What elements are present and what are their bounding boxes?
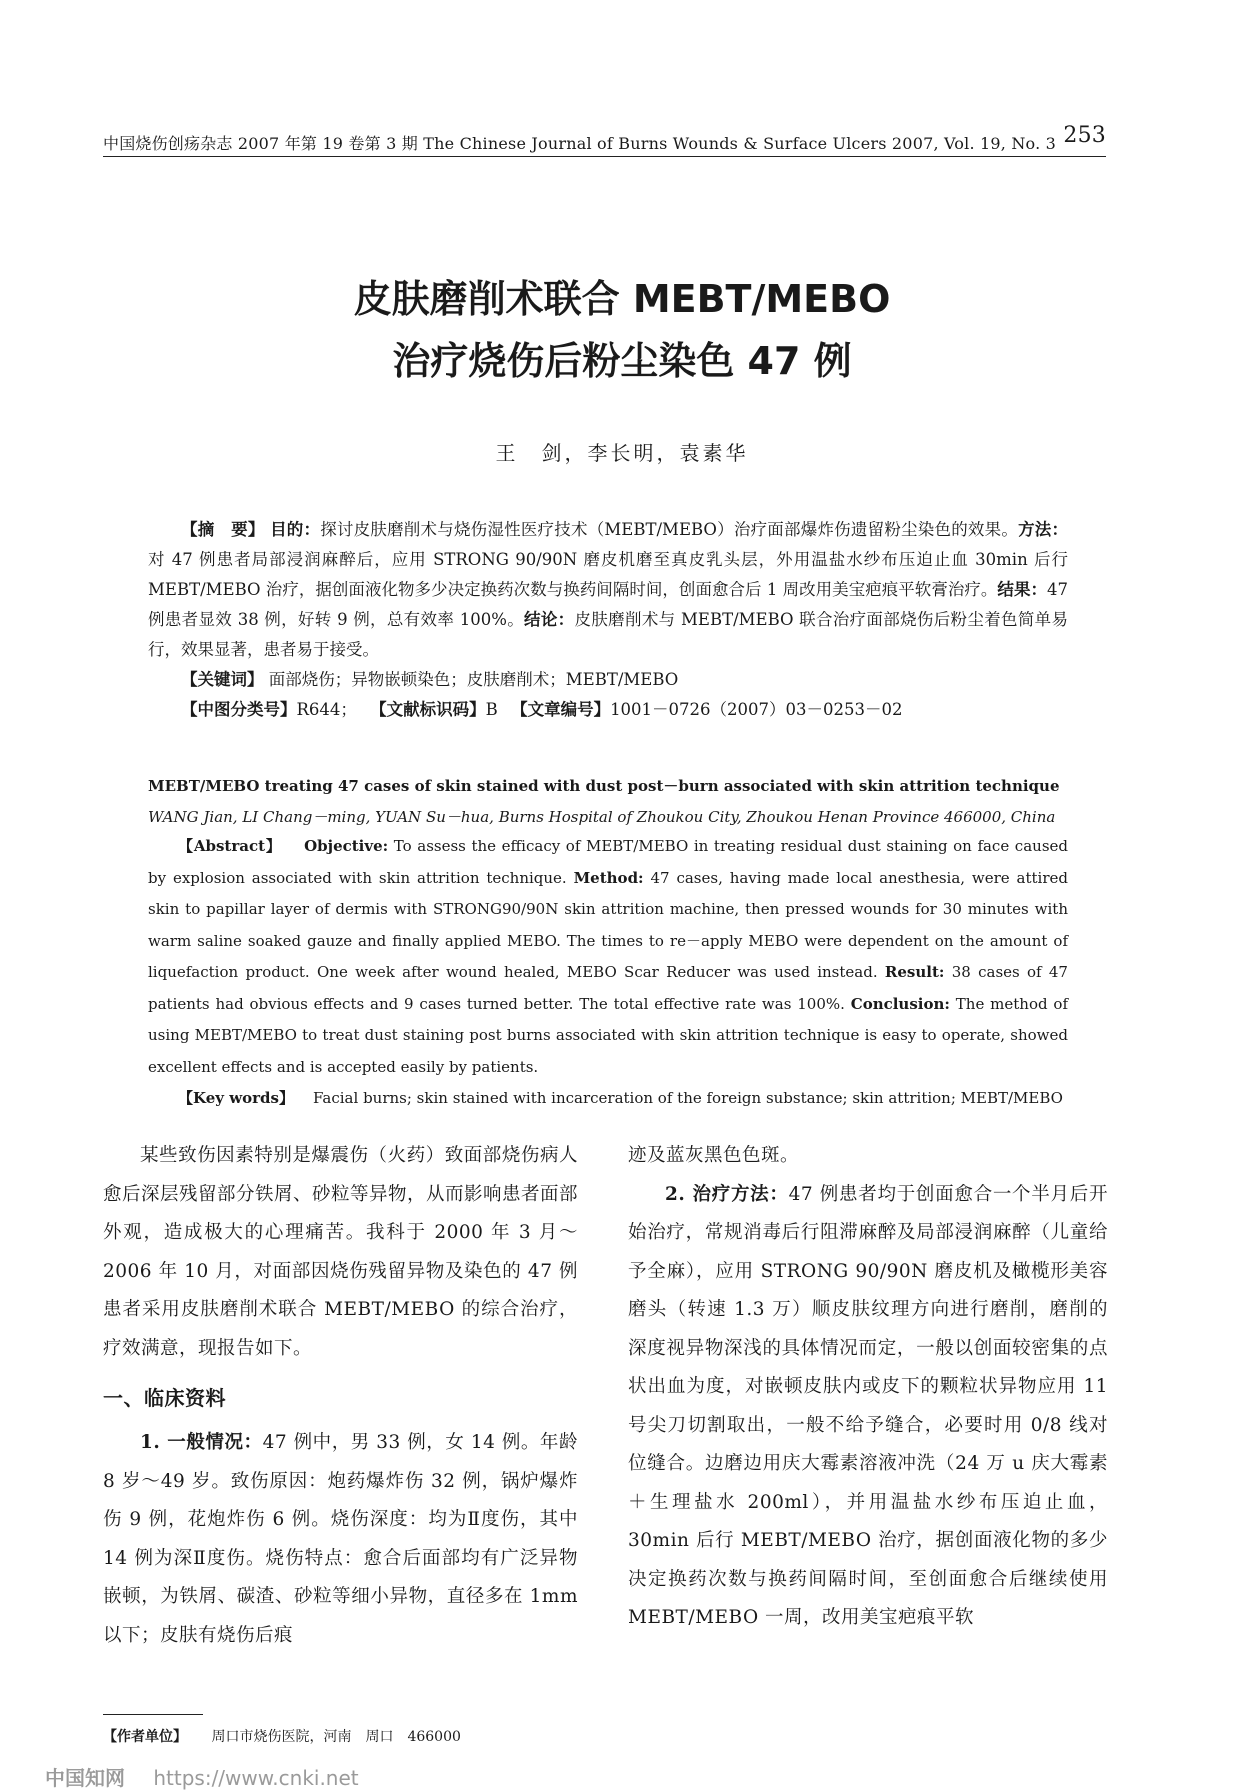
class-value: R644； <box>296 700 357 719</box>
doc-code-label: 【文献标识码】 <box>370 700 486 719</box>
en-keywords-label: 【Key words】 <box>178 1089 294 1107</box>
en-abstract-body <box>148 831 1068 1083</box>
en-keywords: Facial burns; skin stained with incarceration of the foreign substance; skin attrition; MEBT/MEBO <box>313 1089 1063 1107</box>
watermark-brand: 中国知网 <box>45 1766 125 1790</box>
english-title-block <box>148 771 1068 833</box>
footnote-divider <box>103 1714 203 1715</box>
treatment-paragraph <box>628 1176 1108 1638</box>
title-line-2: 治疗烧伤后粉尘染色 47 例 <box>392 339 852 383</box>
cn-abstract-label: 【摘 要】 <box>181 520 265 539</box>
en-method: 47 cases, having made local anesthesia, were attired skin to papillar layer of dermis with STRONG90/90N skin attrition machine, then pressed wounds for 30 minutes with warm saline soaked gauze and finally applied MEBO. The times to re－apply MEBO were dependent on the amount of liquefaction product. One week after wound healed, MEBO Scar Reducer was used instead. <box>148 868 1068 981</box>
article-title <box>0 268 1244 392</box>
doc-code-value: B <box>485 700 498 719</box>
cn-objective-label: 目的： <box>270 520 321 539</box>
cn-keywords-row <box>148 665 1068 695</box>
english-authors-affiliation: WANG Jian, LI Chang－ming, YUAN Su－hua, Burns Hospital of Zhoukou City, Zhoukou Henan Province 466000, China <box>148 808 1056 826</box>
journal-citation: 中国烧伤创疡杂志 2007 年第 19 卷第 3 期 The Chinese Journal of Burns Wounds & Surface Ulcers 2007, Vol. 19, No. 3 <box>103 134 1057 153</box>
cn-method: 对 47 例患者局部浸润麻醉后，应用 STRONG 90/90N 磨皮机磨至真皮乳头层，外用温盐水纱布压迫止血 30min 后行 MEBT/MEBO 治疗，据创面液化物多少决定换药次数与换药间隔时间，创面愈合后 1 周改用美宝疤痕平软膏治疗。 <box>148 550 1068 599</box>
class-label: 【中图分类号】 <box>181 700 297 719</box>
cn-keywords: 面部烧伤；异物嵌顿染色；皮肤磨削术；MEBT/MEBO <box>268 670 679 689</box>
en-objective: To assess the efficacy of MEBT/MEBO in treating residual dust staining on face caused by explosion associated with skin attrition technique. <box>148 837 1068 887</box>
en-objective-label: Objective: <box>304 837 389 855</box>
general-text: 47 例中，男 33 例，女 14 例。年龄 8 岁～49 岁。致伤原因：炮药爆炸伤 32 例，锅炉爆炸伤 9 例，花炮炸伤 6 例。烧伤深度：均为Ⅱ度伤，其中 14 例为深Ⅱ度伤。烧伤特点：愈合后面部均有广泛异物嵌顿，为铁屑、碳渣、砂粒等细小异物，直径多在 1mm 以下；皮肤有烧伤后痕 <box>103 1432 578 1646</box>
body-column-right <box>628 1137 1108 1638</box>
cn-conclusion: 皮肤磨削术与 MEBT/MEBO 联合治疗面部烧伤后粉尘着色简单易行，效果显著，患者易于接受。 <box>148 610 1068 659</box>
footnote-text: 周口市烧伤医院，河南 周口 466000 <box>211 1729 461 1745</box>
chinese-abstract <box>148 515 1068 725</box>
running-header <box>103 123 1106 157</box>
section-heading-clinical: 一、临床资料 <box>103 1386 226 1410</box>
en-conclusion: The method of using MEBT/MEBO to treat dust staining post burns associated with skin attrition technique is easy to operate, showed excellent effects and is accepted easily by patients. <box>148 994 1068 1076</box>
treatment-text: 47 例患者均于创面愈合一个半月后开始治疗，常规消毒后行阻滞麻醉及局部浸润麻醉（儿童给予全麻），应用 STRONG 90/90N 磨皮机及橄榄形美容磨头（转速 1.3 万）顺皮肤纹理方向进行磨削，磨削的深度视异物深浅的具体情况而定，一般以创面较密集的点状出血为度，对嵌顿皮肤内或皮下的颗粒状异物应用 11 号尖刀切割取出，一般不给予缝合，必要时用 0/8 线对位缝合。边磨边用庆大霉素溶液冲洗（24 万 u 庆大霉素＋生理盐水 200ml），并用温盐水纱布压迫止血，30min 后行 MEBT/MEBO 治疗，据创面液化物的多少决定换药次数与换药间隔时间，至创面愈合后继续使用 MEBT/MEBO 一周，改用美宝疤痕平软 <box>628 1183 1108 1628</box>
cn-method-label: 方法： <box>1018 520 1069 539</box>
en-abstract-label: 【Abstract】 <box>178 837 282 855</box>
general-paragraph <box>103 1424 578 1655</box>
cn-abstract-body <box>148 515 1068 665</box>
treatment-label: 2. 治疗方法： <box>665 1183 789 1205</box>
cn-objective: 探讨皮肤磨削术与烧伤湿性医疗技术（MEBT/MEBO）治疗面部爆炸伤遗留粉尘染色的效果。 <box>320 520 1019 539</box>
footnote-label: 【作者单位】 <box>103 1729 187 1745</box>
cnki-watermark <box>45 1762 359 1791</box>
cn-result-label: 结果： <box>997 580 1047 599</box>
en-result-label: Result: <box>884 963 945 981</box>
en-result: 38 cases of 47 patients had obvious effects and 9 cases turned better. The total effective rate was 100%. <box>148 963 1068 1013</box>
en-conclusion-label: Conclusion: <box>850 994 950 1013</box>
author-list: 王 剑，李长明，袁素华 <box>495 441 749 465</box>
intro-paragraph: 某些致伤因素特别是爆震伤（火药）致面部烧伤病人愈后深层残留部分铁屑、砂粒等异物，从而影响患者面部外观，造成极大的心理痛苦。我科于 2000 年 3 月～2006 年 10 月，对面部因烧伤残留异物及染色的 47 例患者采用皮肤磨削术联合 MEBT/MEBO 的综合治疗，疗效满意，现报告如下。 <box>103 1145 579 1359</box>
cn-result: 47 例患者显效 38 例，好转 9 例，总有效率 100%。 <box>148 580 1068 629</box>
page-number: 253 <box>1063 123 1106 148</box>
title-line-1: 皮肤磨削术联合 MEBT/MEBO <box>353 277 891 321</box>
watermark-url: https://www.cnki.net <box>153 1766 359 1790</box>
body-column-left <box>103 1137 578 1655</box>
author-affiliation-footnote <box>103 1726 461 1746</box>
general-label: 1. 一般情况： <box>140 1432 263 1453</box>
english-title: MEBT/MEBO treating 47 cases of skin stained with dust post－burn associated with skin attrition technique <box>148 777 1060 795</box>
article-number-label: 【文章编号】 <box>511 700 611 719</box>
en-keywords-row <box>148 1083 1068 1115</box>
cn-classification-row <box>148 695 1068 725</box>
cn-keywords-label: 【关键词】 <box>181 670 264 689</box>
cn-conclusion-label: 结论： <box>524 610 575 629</box>
continued-text: 迹及蓝灰黑色色斑。 <box>628 1145 800 1166</box>
english-abstract <box>148 831 1068 1115</box>
article-number-value: 1001－0726（2007）03－0253－02 <box>610 700 903 719</box>
en-method-label: Method: <box>573 868 644 887</box>
